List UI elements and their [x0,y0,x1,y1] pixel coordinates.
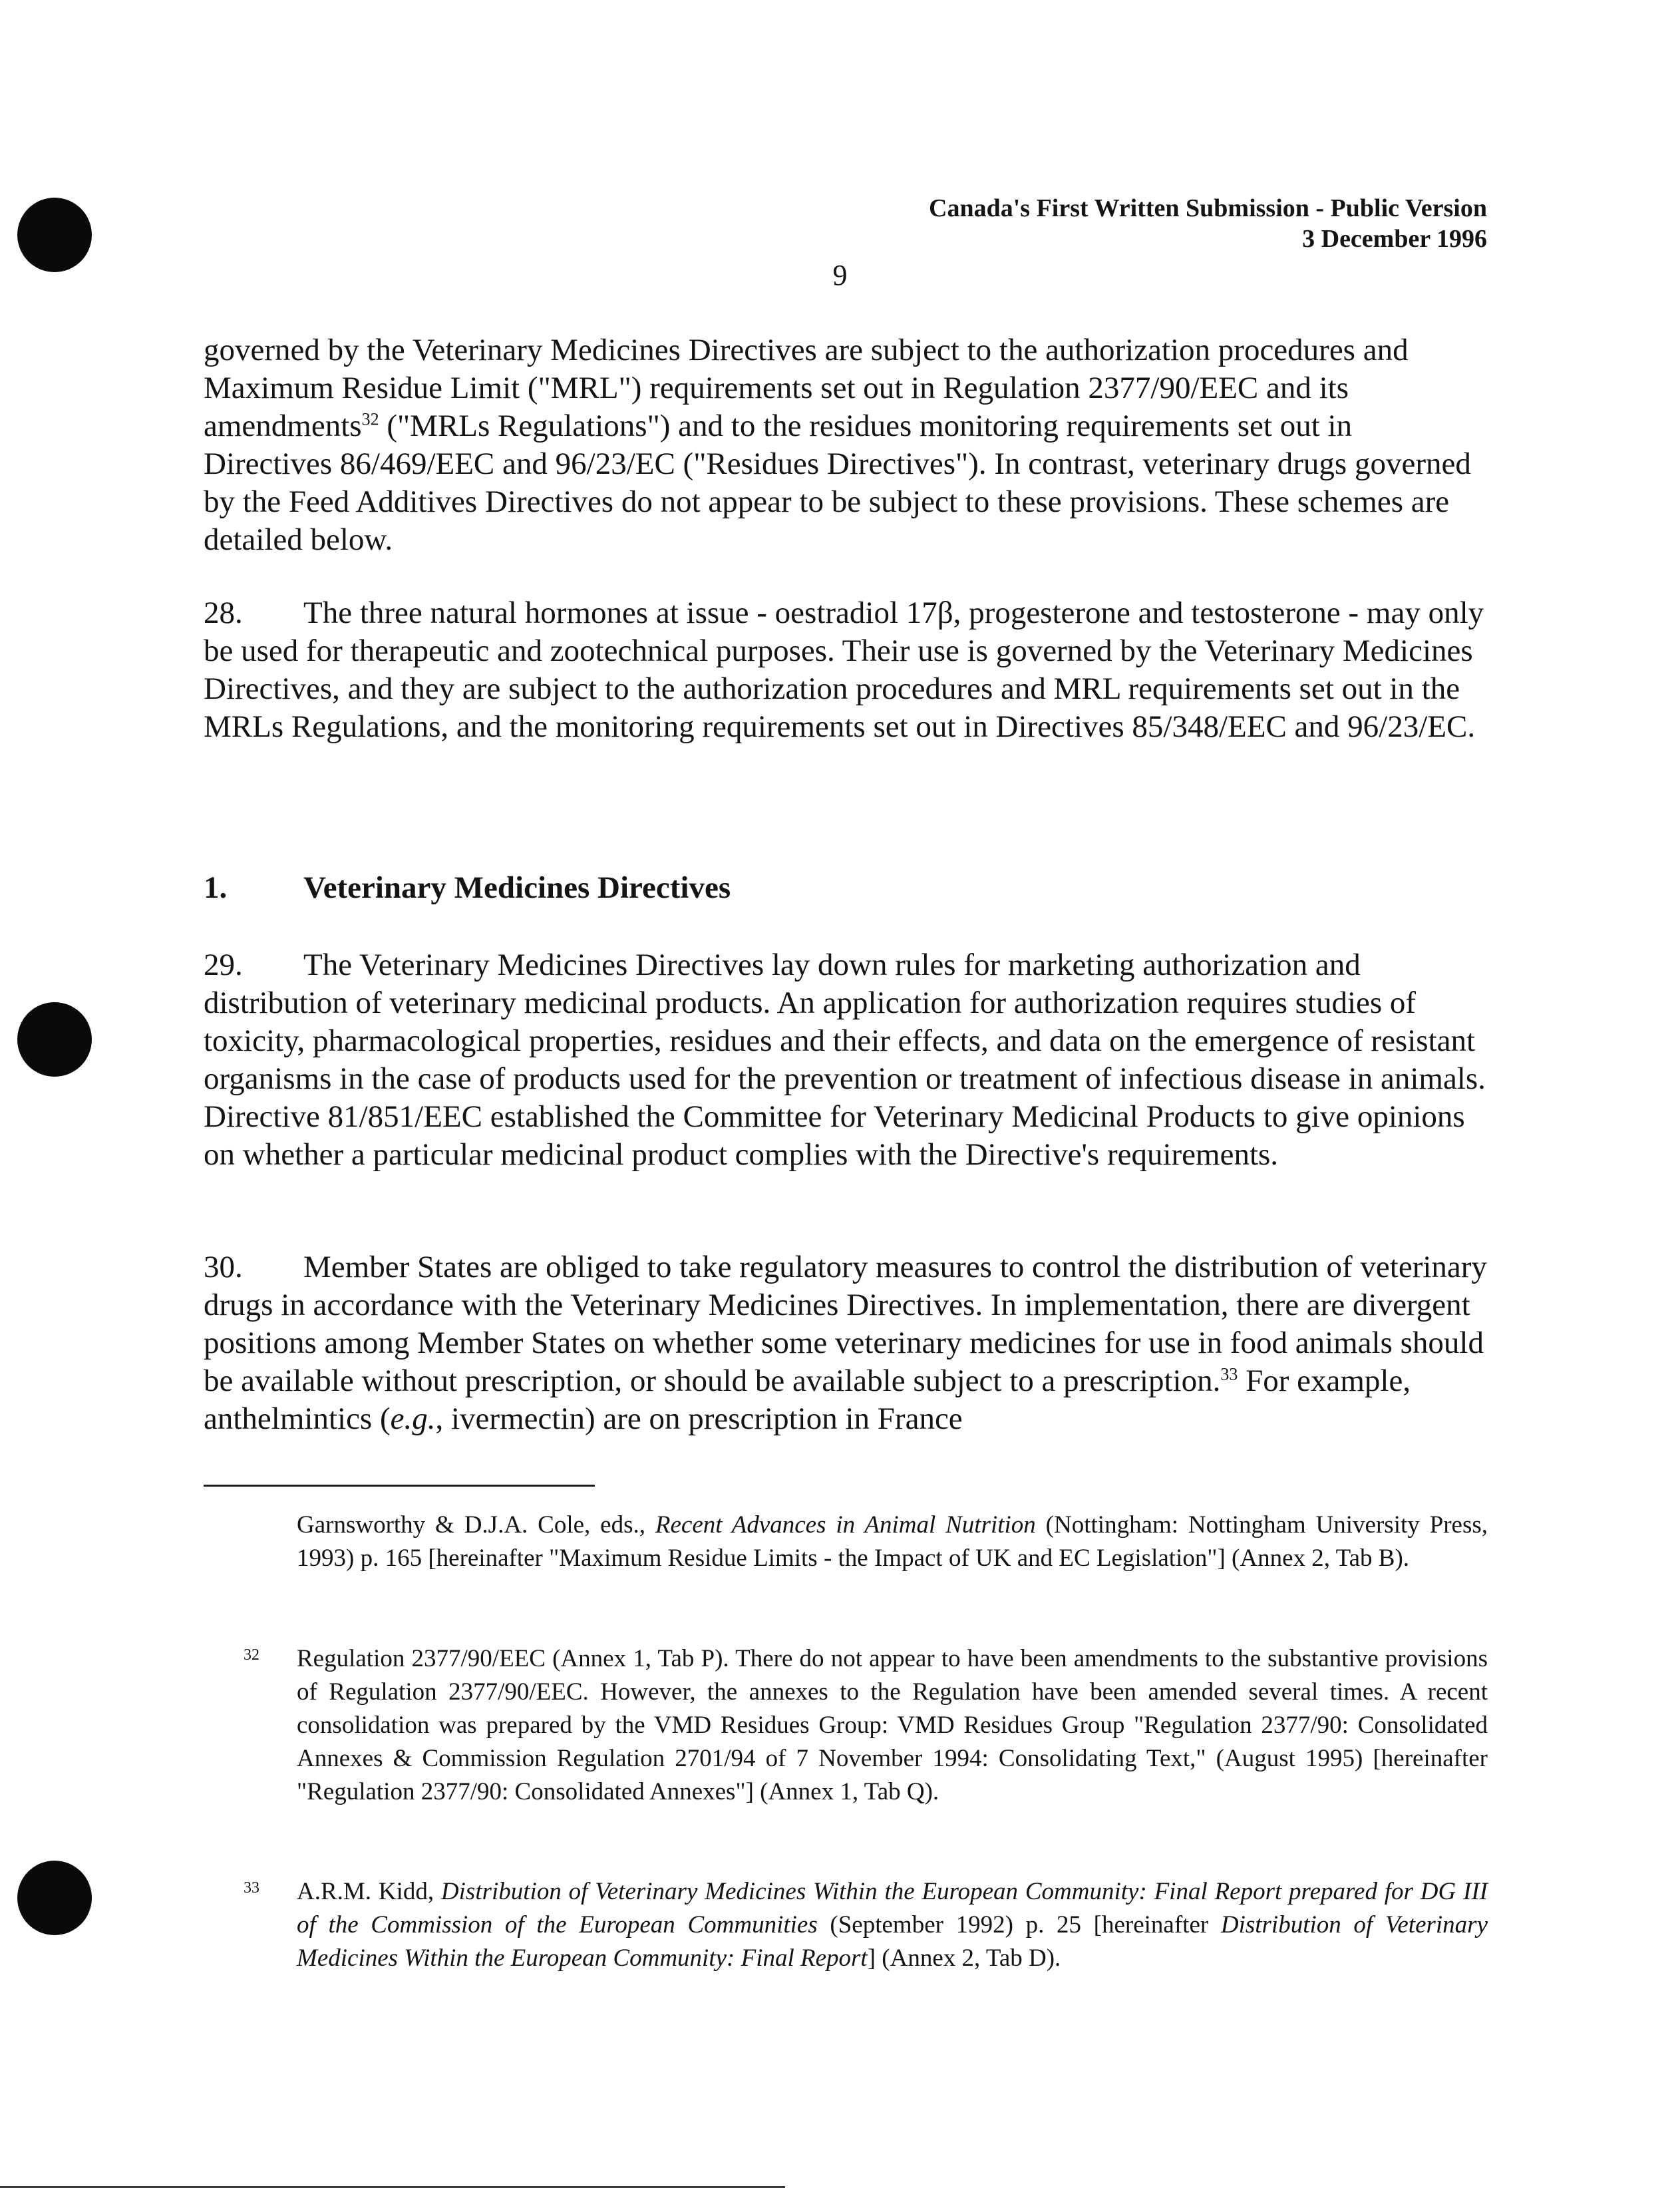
paragraph-text: For example, anthelmintics ( [204,1364,1411,1436]
paragraph-number: 30. [204,1250,243,1284]
page-bottom-rule [0,2186,785,2188]
section-heading [204,869,1488,907]
italic-text: e.g. [390,1401,436,1436]
paragraph-number: 29. [204,948,243,982]
paragraph-text: The Veterinary Medicines Directives lay down rules for marketing authorization and distribution of veterinary medicinal products. An application for authorization requires studies of toxicity, pharmacological properties, residues and their effects, and data on the emergence of resistant organisms in the case of products used for the prevention or treatment of infectious disease in animals. Directive 81/851/EEC established the Committee for Veterinary Medicinal Products to give opinions on whether a particular medicinal product complies with the Directive's requirements. [204,948,1486,1172]
section-number: 1. [204,870,228,905]
footnote-text: Garnsworthy & D.J.A. Cole, eds., [297,1511,655,1539]
paragraph-text: governed by the Veterinary Medicines Directives are subject to the authorization procedures and Maximum Residue Limit ("MRL") requirements set out in Regulation 2377/90/EEC and its amendments [204,333,1409,443]
footnote-32 [244,1642,1488,1809]
footnote-italic: Distribution of Veterinary Medicines Within the European Community: Final Report prepared for DG III of the Commission of the European Communities [297,1878,1488,1938]
footnote-ref: 33 [1220,1364,1238,1384]
section-title: Veterinary Medicines Directives [303,870,731,905]
paragraph-30 [204,1248,1488,1438]
footnote-separator [204,1485,595,1487]
paragraph-29 [204,946,1488,1174]
footnote-text: (Nottingham: Nottingham University Press, 1993) p. 165 [hereinafter "Maximum Residue Limits - the Impact of UK and EC Legislation"] (Annex 2, Tab B). [297,1511,1488,1572]
paragraph-number: 28. [204,596,243,630]
paragraph-text: Member States are obliged to take regulatory measures to control the distribution of veterinary drugs in accordance with the Veterinary Medicines Directives. In implementation, there are divergent positions among Member States on whether some veterinary medicines for use in food animals should be available without prescription, or should be available subject to a prescription. [204,1250,1487,1398]
paragraph-28 [204,594,1488,746]
footnote-number: 33 [244,1879,259,1897]
footnote-continued [297,1509,1488,1575]
header-date: 3 December 1996 [1302,225,1487,253]
paragraph-text: , ivermectin) are on prescription in France [435,1401,963,1436]
header-title: Canada's First Written Submission - Public Version [929,194,1487,222]
footnote-italic: Distribution of Veterinary Medicines Within the European Community: Final Report [297,1911,1488,1972]
footnote-number: 32 [244,1646,259,1664]
punch-hole [17,1861,92,1935]
paragraph-text: The three natural hormones at issue - oestradiol 17β, progesterone and testosterone - may only be used for therapeutic and zootechnical purposes. Their use is governed by the Veterinary Medicines Directives, and they are subject to the authorization procedures and MRL requirements set out in the MRLs Regulations, and the monitoring requirements set out in Directives 85/348/EEC and 96/23/EC. [204,596,1484,744]
page-header [929,193,1487,254]
footnote-italic: Recent Advances in Animal Nutrition [655,1511,1036,1539]
punch-hole [17,1002,92,1077]
footnote-text: A.R.M. Kidd, [297,1878,441,1905]
footnote-text: ] (Annex 2, Tab D). [867,1944,1061,1972]
footnote-33 [244,1875,1488,1975]
footnote-text: (September 1992) p. 25 [hereinafter [817,1911,1221,1938]
footnote-text: Regulation 2377/90/EEC (Annex 1, Tab P). There do not appear to have been amendments to the substantive provisions of Regulation 2377/90/EEC. However, the annexes to the Regulation have been amended several times. A recent consolidation was prepared by the VMD Residues Group: VMD Residues Group "Regulation 2377/90: Consolidated Annexes & Commission Regulation 2701/94 of 7 November 1994: Consolidating Text," (August 1995) [hereinafter "Regulation 2377/90: Consolidated Annexes"] (Annex 1, Tab Q). [297,1645,1488,1805]
paragraph-text: ("MRLs Regulations") and to the residues monitoring requirements set out in Directives 86/469/EEC and 96/23/EC ("Residues Directives"). In contrast, veterinary drugs governed by the Feed Additives Directives do not appear to be subject to these provisions. These schemes are detailed below. [204,409,1471,557]
footnote-ref: 32 [361,409,379,429]
paragraph-27-continued [204,331,1488,559]
page-number: 9 [832,259,848,291]
